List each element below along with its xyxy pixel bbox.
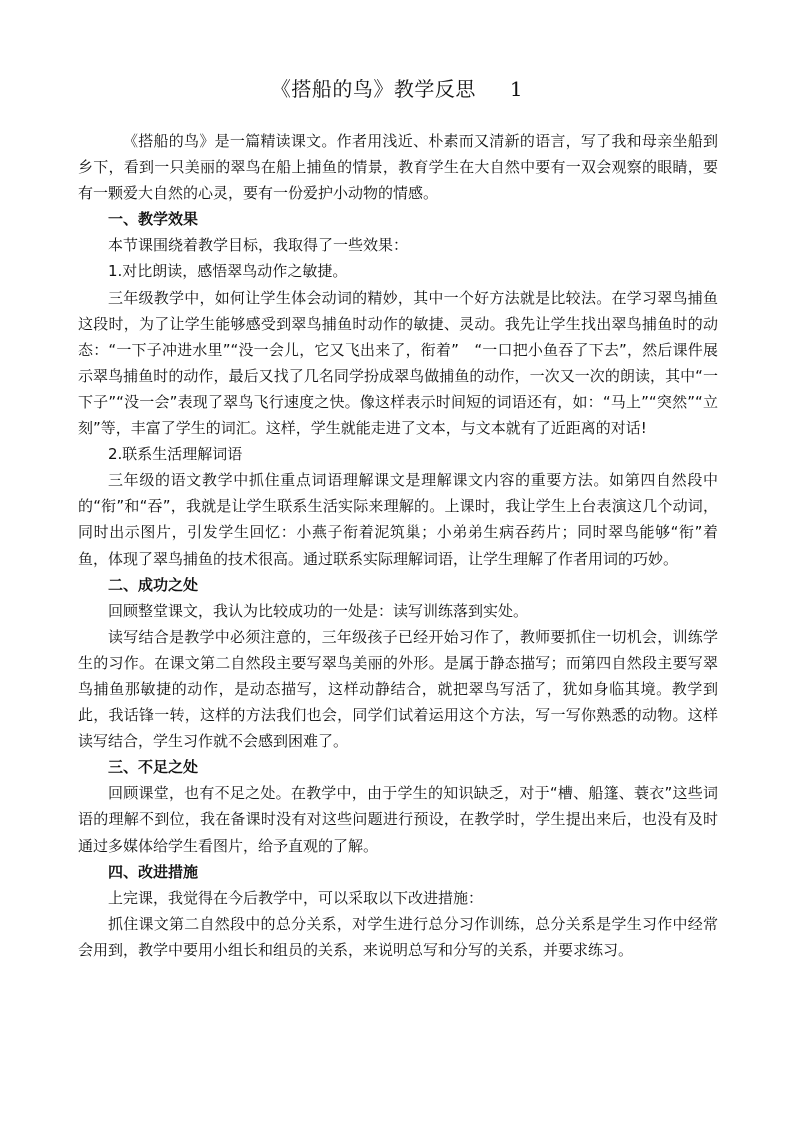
section-heading-shortcomings: 三、不足之处 <box>108 758 199 777</box>
section-heading-success: 二、成功之处 <box>108 575 199 594</box>
section-heading-teaching-effect: 一、教学效果 <box>108 210 199 229</box>
document-title <box>0 74 794 104</box>
paragraph: 本节课围绕着教学目标，我取得了一些效果： <box>108 236 409 255</box>
paragraph: 读写结合是教学中必须注意的，三年级孩子已经开始习作了，教师要抓住一切机会，训练学生的习作。在课文第二自然段主要写翠鸟美丽的外形。是属于静态描写；而第四自然段主要写翠鸟捕鱼那敏捷的动作，是动态描写，这样动静结合，就把翠鸟写活了，犹如身临其境。教学到此，我话锋一转，这样的方法我们也会，同学们试着运用这个方法，写一写你熟悉的动物。这样读写结合，学生习作就不会感到困难了。 <box>78 627 718 751</box>
paragraph: 回顾整堂课文，我认为比较成功的一处是：读写训练落到实处。 <box>108 601 529 620</box>
paragraph: 抓住课文第二自然段中的总分关系，对学生进行总分习作训练，总分关系是学生习作中经常会用到，教学中要用小组长和组员的关系，来说明总写和分写的关系，并要求练习。 <box>78 914 718 959</box>
document-body <box>78 128 718 963</box>
section-heading-improvements: 四、改进措施 <box>108 862 199 881</box>
paragraph: 上完课，我觉得在今后教学中，可以采取以下改进措施： <box>108 888 484 907</box>
paragraph: 三年级的语文教学中抓住重点词语理解课文是理解课文内容的重要方法。如第四自然段中的“衔”和“吞”，我就是让学生联系生活实际来理解的。上课时，我让学生上台表演这几个动词，同时出示图片，引发学生回忆：小燕子衔着泥筑巢；小弟弟生病吞药片；同时翠鸟能够“衔”着鱼，体现了翠鸟捕鱼的技术很高。通过联系实际理解词语，让学生理解了作者用词的巧妙。 <box>78 471 718 568</box>
title-text: 《搭船的鸟》教学反思 <box>270 77 476 101</box>
paragraph: 三年级教学中，如何让学生体会动词的精妙，其中一个好方法就是比较法。在学习翠鸟捕鱼这段时，为了让学生能够感受到翠鸟捕鱼时动作的敏捷、灵动。我先让学生找出翠鸟捕鱼时的动态：“一下子冲进水里”“没一会儿，它又飞出来了，衔着” “一口把小鱼吞了下去”，然后课件展示翠鸟捕鱼时的动作，最后又找了几名同学扮成翠鸟做捕鱼的动作，一次又一次的朗读，其中“一下子”“没一会”表现了翠鸟飞行速度之快。像这样表示时间短的词语还有，如：“马上”“突然”“立刻”等，丰富了学生的词汇。这样，学生就能走进了文本，与文本就有了近距离的对话! <box>78 288 718 438</box>
subheading-contrast-reading: 1.对比朗读，感悟翠鸟动作之敏捷。 <box>108 262 348 281</box>
title-number: 1 <box>509 77 524 101</box>
intro-paragraph: 《搭船的鸟》是一篇精读课文。作者用浅近、朴素而又清新的语言，写了我和母亲坐船到乡下，看到一只美丽的翠鸟在船上捕鱼的情景，教育学生在大自然中要有一双会观察的眼睛，要有一颗爱大自然的心灵，要有一份爱护小动物的情感。 <box>78 132 718 203</box>
paragraph: 回顾课堂，也有不足之处。在教学中，由于学生的知识缺乏，对于“槽、船篷、蓑衣”这些词语的理解不到位，我在备课时没有对这些问题进行预设，在教学时，学生提出来后，也没有及时通过多媒体给学生看图片，给予直观的了解。 <box>78 784 718 855</box>
subheading-life-connection: 2.联系生活理解词语 <box>108 445 243 464</box>
